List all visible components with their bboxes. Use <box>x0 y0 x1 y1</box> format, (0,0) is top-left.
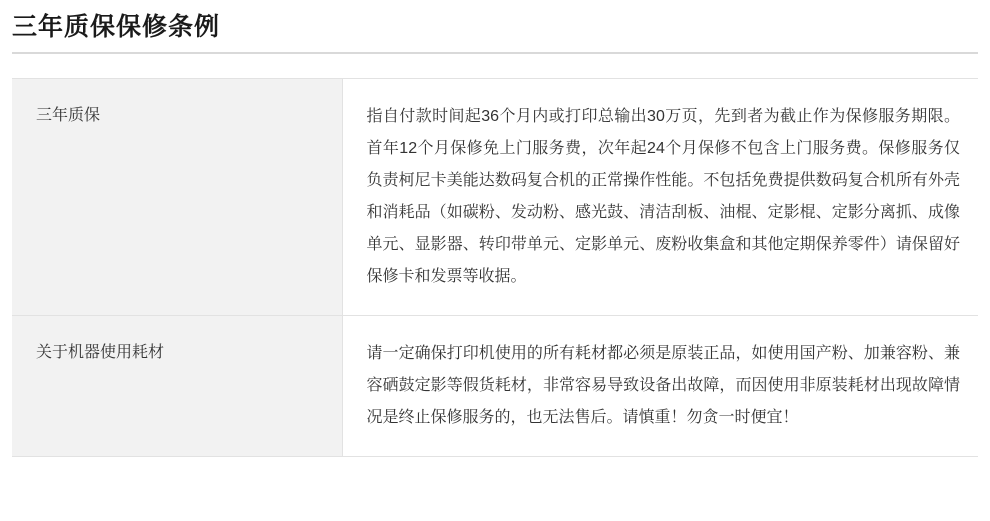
row-body: 请一定确保打印机使用的所有耗材都必须是原装正品，如使用国产粉、加兼容粉、兼容硒鼓定影等假货耗材，非常容易导致设备出故障，而因使用非原装耗材出现故障情况是终止保修服务的，也无法售后。请慎重！勿贪一时便宜！ <box>342 316 978 457</box>
table-row <box>12 316 978 457</box>
page-title: 三年质保保修条例 <box>12 13 221 41</box>
row-body: 指自付款时间起36个月内或打印总输出30万页，先到者为截止作为保修服务期限。首年12个月保修免上门服务费，次年起24个月保修不包含上门服务费。保修服务仅负责柯尼卡美能达数码复合机的正常操作性能。不包括免费提供数码复合机所有外壳和消耗品（如碳粉、发动粉、感光鼓、清洁刮板、油棍、定影棍、定影分离抓、成像单元、显影器、转印带单元、定影单元、废粉收集盒和其他定期保养零件）请保留好保修卡和发票等收据。 <box>342 79 978 316</box>
row-label: 关于机器使用耗材 <box>12 316 342 457</box>
table-row <box>12 79 978 316</box>
warranty-terms-table <box>12 78 978 457</box>
title-divider <box>12 52 978 54</box>
row-label: 三年质保 <box>12 79 342 316</box>
